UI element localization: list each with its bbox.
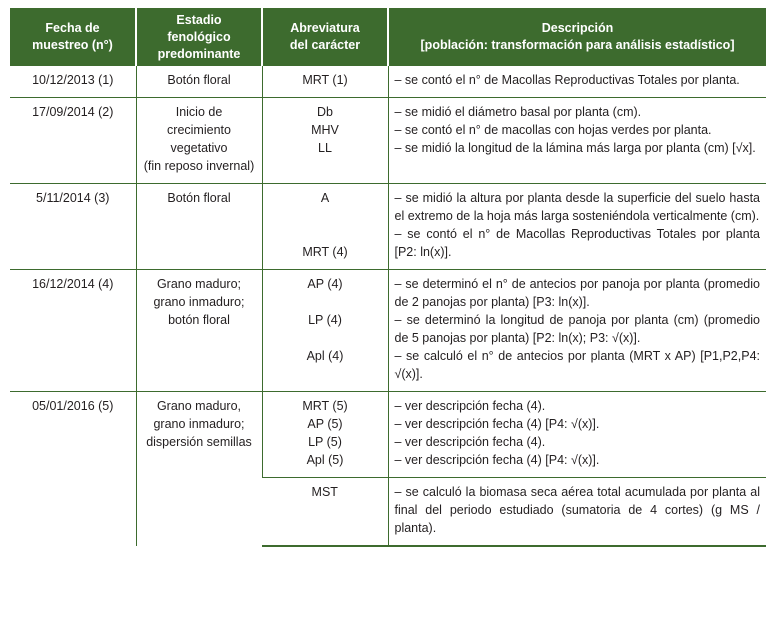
abreviatura-cell xyxy=(262,270,388,392)
fecha-cell: 10/12/2013 (1) xyxy=(32,73,114,87)
descripcion-cell xyxy=(388,98,766,184)
abreviatura-line: Apl (5) xyxy=(306,453,344,467)
header-desc-line: Descripción xyxy=(541,21,614,35)
estadio-line: grano inmaduro; xyxy=(153,417,245,431)
abreviatura-line: MST xyxy=(311,485,338,499)
abreviatura-line: LP (5) xyxy=(308,435,342,449)
fecha-cell: 05/01/2016 (5) xyxy=(10,392,136,547)
abreviatura-cell xyxy=(262,478,388,547)
abreviatura-cell xyxy=(262,392,388,478)
abreviatura-line: AP (4) xyxy=(307,277,343,291)
fecha-cell: 17/09/2014 (2) xyxy=(10,98,136,184)
estadio-line: Inicio de crecimiento xyxy=(167,105,231,137)
estadio-line: Botón floral xyxy=(167,191,231,205)
descripcion-item: – se midió la longitud de la lámina más larga por planta (cm) [√x]. xyxy=(394,141,756,155)
header-fecha-line: Fecha de xyxy=(45,21,100,35)
abreviatura-line: MRT (5) xyxy=(302,399,348,413)
descripcion-item: – ver descripción fecha (4). xyxy=(394,399,546,413)
estadio-line: vegetativo xyxy=(170,141,228,155)
descripcion-item: – se contó el n° de Macollas Reproductivas Totales por planta [P2: ln(x)]. xyxy=(394,227,760,259)
abreviatura-line: MHV xyxy=(311,123,339,137)
table-row xyxy=(10,66,766,98)
abreviatura-line: AP (5) xyxy=(307,417,343,431)
table-row xyxy=(10,98,766,184)
abreviatura-cell xyxy=(262,98,388,184)
spacer xyxy=(269,329,382,347)
descripcion-item: – ver descripción fecha (4) [P4: √(x)]. xyxy=(394,453,600,467)
table-row xyxy=(10,392,766,478)
estadio-line: Grano maduro; xyxy=(156,277,242,291)
estadio-line: (fin reposo invernal) xyxy=(143,159,255,173)
abreviatura-line: MRT (1) xyxy=(302,73,348,87)
abreviatura-line: LL xyxy=(318,141,332,155)
descripcion-item: – ver descripción fecha (4) [P4: √(x)]. xyxy=(394,417,600,431)
estadio-line: dispersión semillas xyxy=(146,435,252,449)
estadio-line: Botón floral xyxy=(167,73,231,87)
descripcion-cell xyxy=(388,270,766,392)
table-row xyxy=(10,270,766,392)
estadio-line: botón floral xyxy=(168,313,230,327)
descripcion-item: – se contó el n° de Macollas Reproductivas Totales por planta. xyxy=(394,73,740,87)
header-row xyxy=(10,8,766,66)
fecha-cell: 16/12/2014 (4) xyxy=(10,270,136,392)
descripcion-item: – se contó el n° de macollas con hojas verdes por planta. xyxy=(394,123,712,137)
header-estadio-line: Estadio xyxy=(176,12,222,27)
fecha-cell: 5/11/2014 (3) xyxy=(10,184,136,270)
header-fecha-line: muestreo (n°) xyxy=(32,38,113,52)
abreviatura-line: Db xyxy=(317,105,333,119)
descripcion-item: – se calculó el n° de antecios por planta (MRT x AP) [P1,P2,P4: √(x)]. xyxy=(394,349,760,381)
abreviatura-line: Apl (4) xyxy=(306,349,344,363)
estadio-line: Grano maduro, xyxy=(156,399,242,413)
descripcion-item: – se midió el diámetro basal por planta (cm). xyxy=(394,105,642,119)
abreviatura-cell xyxy=(262,66,388,98)
estadio-cell xyxy=(136,66,262,98)
descripcion-item: – se determinó el n° de antecios por panoja por planta (promedio de 2 panojas por planta) [P3: ln(x)]. xyxy=(394,277,760,309)
descripcion-cell xyxy=(388,66,766,98)
descripcion-item: – se midió la altura por planta desde la superficie del suelo hasta el extremo de la hoja más larga sosteniéndola verticalmente (cm). xyxy=(394,191,760,223)
descripcion-cell xyxy=(388,392,766,478)
estadio-cell xyxy=(136,270,262,392)
header-descripcion xyxy=(388,8,766,66)
abreviatura-line: MRT (4) xyxy=(302,245,348,259)
abreviatura-line: A xyxy=(320,191,330,205)
sampling-table xyxy=(10,8,766,547)
abreviatura-cell xyxy=(262,184,388,270)
header-estadio xyxy=(136,8,262,66)
spacer xyxy=(269,207,382,225)
descripcion-item: – ver descripción fecha (4). xyxy=(394,435,546,449)
header-abrev-line: del carácter xyxy=(289,38,361,52)
abreviatura-line: LP (4) xyxy=(308,313,342,327)
header-abreviatura xyxy=(262,8,388,66)
header-desc-line: [población: transformación para análisis estadístico] xyxy=(420,38,735,52)
header-estadio-line: fenológico xyxy=(167,29,231,44)
estadio-cell xyxy=(136,98,262,184)
descripcion-item: – se calculó la biomasa seca aérea total acumulada por planta al final del periodo estudiado (sumatoria de 4 cortes) (g MS / planta). xyxy=(394,485,760,535)
header-fecha xyxy=(10,8,136,66)
estadio-line: grano inmaduro; xyxy=(153,295,245,309)
spacer xyxy=(269,225,382,243)
descripcion-item: – se determinó la longitud de panoja por planta (cm) (promedio de 5 panojas por planta) [P2: ln(x); P3: √(x)]. xyxy=(394,313,760,345)
table-row xyxy=(10,184,766,270)
descripcion-cell xyxy=(388,184,766,270)
header-estadio-line: predominante xyxy=(157,46,241,61)
estadio-cell xyxy=(136,184,262,270)
estadio-cell xyxy=(136,392,262,547)
spacer xyxy=(269,293,382,311)
header-abrev-line: Abreviatura xyxy=(290,21,360,35)
descripcion-cell xyxy=(388,478,766,547)
